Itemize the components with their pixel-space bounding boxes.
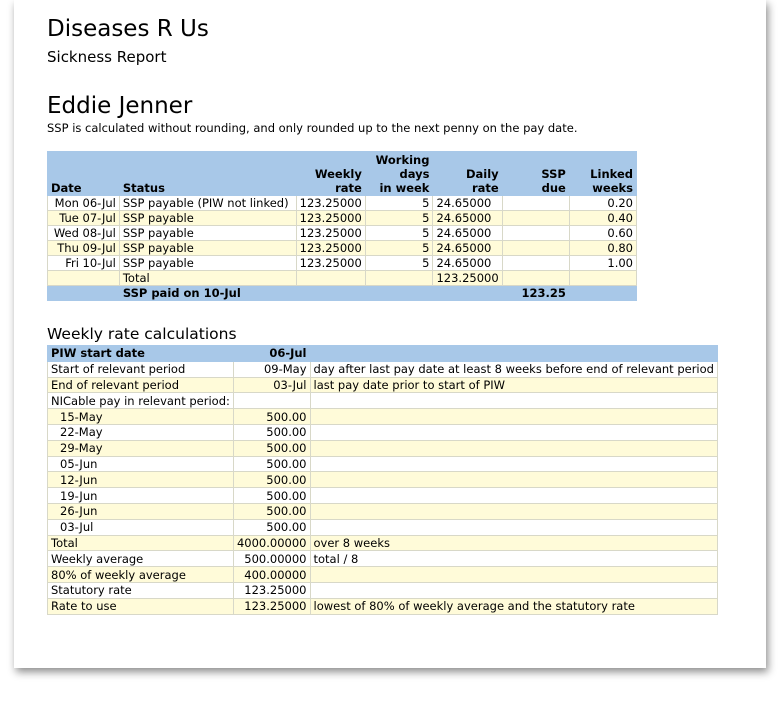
weekly-rate-label: 29-May <box>48 440 234 456</box>
weekly-rate-note <box>310 582 718 598</box>
weekly-rate-value: 500.00 <box>233 440 310 456</box>
ssp-daily-rate: 24.65000 <box>433 256 502 271</box>
weekly-rate-label: 26-Jun <box>48 503 234 519</box>
weekly-rate-label: Weekly average <box>48 551 234 567</box>
weekly-rate-label: 05-Jun <box>48 456 234 472</box>
weekly-rate-note <box>310 456 718 472</box>
weekly-rate-row <box>48 393 718 409</box>
company-name: Diseases R Us <box>47 16 209 42</box>
weekly-rate-value: 4000.00000 <box>233 535 310 551</box>
employee-name: Eddie Jenner <box>47 93 193 119</box>
ssp-row <box>48 211 637 226</box>
weekly-rate-row <box>48 424 718 440</box>
ssp-due <box>502 196 569 211</box>
header-daily-rate <box>433 152 502 196</box>
weekly-rate-note <box>310 424 718 440</box>
ssp-weekly-rate: 123.25000 <box>296 211 365 226</box>
ssp-weekly-rate: 123.25000 <box>296 196 365 211</box>
header-status: Status <box>119 152 296 196</box>
weekly-rate-note <box>310 488 718 504</box>
weekly-rate-row <box>48 567 718 583</box>
weekly-rate-note: over 8 weeks <box>310 535 718 551</box>
weekly-rate-row <box>48 535 718 551</box>
weekly-rate-value <box>233 393 310 409</box>
ssp-total-row <box>48 271 637 286</box>
weekly-rate-note <box>310 472 718 488</box>
calculation-note: SSP is calculated without rounding, and only rounded up to the next penny on the pay date. <box>47 121 578 135</box>
header-weekly-rate-line1: Weekly <box>314 167 362 181</box>
weekly-rate-label: NICable pay in relevant period: <box>48 393 234 409</box>
ssp-status: SSP payable <box>119 211 296 226</box>
weekly-rate-value: 500.00 <box>233 488 310 504</box>
ssp-due <box>502 226 569 241</box>
weekly-rate-note <box>310 440 718 456</box>
header-ssp-due-line2: due <box>541 181 566 195</box>
header-working-days <box>365 152 433 196</box>
ssp-status: SSP payable (PIW not linked) <box>119 196 296 211</box>
ssp-table <box>47 151 637 301</box>
ssp-linked-weeks: 1.00 <box>569 256 636 271</box>
weekly-rate-note: day after last pay date at least 8 weeks before end of relevant period <box>310 361 718 377</box>
ssp-date: Fri 10-Jul <box>48 256 120 271</box>
ssp-linked-weeks: 0.40 <box>569 211 636 226</box>
ssp-status: SSP payable <box>119 256 296 271</box>
weekly-rate-note <box>310 393 718 409</box>
weekly-rate-table <box>47 345 718 615</box>
weekly-rate-value: 09-May <box>233 361 310 377</box>
weekly-rate-label: Total <box>48 535 234 551</box>
weekly-rate-row <box>48 456 718 472</box>
weekly-rate-value: 500.00 <box>233 472 310 488</box>
weekly-rate-note <box>310 503 718 519</box>
ssp-working-days: 5 <box>365 241 433 256</box>
weekly-rate-value: 500.00 <box>233 519 310 535</box>
weekly-rate-row <box>48 582 718 598</box>
weekly-rate-note <box>310 409 718 425</box>
ssp-total-daily-rate: 123.25000 <box>433 271 502 286</box>
ssp-due <box>502 241 569 256</box>
header-working-days-line3: in week <box>379 181 430 195</box>
weekly-rate-row <box>48 551 718 567</box>
header-weekly-rate <box>296 152 365 196</box>
header-weekly-rate-line2: rate <box>335 181 362 195</box>
ssp-date: Tue 07-Jul <box>48 211 120 226</box>
ssp-total-label: Total <box>119 271 296 286</box>
ssp-daily-rate: 24.65000 <box>433 196 502 211</box>
header-working-days-line1: Working <box>375 153 430 167</box>
weekly-rate-note <box>310 519 718 535</box>
weekly-rate-label: 22-May <box>48 424 234 440</box>
weekly-rate-value: 123.25000 <box>233 582 310 598</box>
weekly-rate-label: 12-Jun <box>48 472 234 488</box>
weekly-rate-value: 400.00000 <box>233 567 310 583</box>
ssp-paid-label: SSP paid on 10-Jul <box>119 286 502 301</box>
ssp-linked-weeks: 0.80 <box>569 241 636 256</box>
piw-start-row <box>48 346 718 362</box>
ssp-status: SSP payable <box>119 241 296 256</box>
weekly-rate-note: lowest of 80% of weekly average and the statutory rate <box>310 598 718 614</box>
weekly-rate-row <box>48 503 718 519</box>
piw-start-value: 06-Jul <box>233 346 310 362</box>
weekly-rate-value: 123.25000 <box>233 598 310 614</box>
ssp-daily-rate: 24.65000 <box>433 241 502 256</box>
header-daily-rate-line2: rate <box>471 181 499 195</box>
weekly-rate-row <box>48 598 718 614</box>
ssp-paid-amount: 123.25 <box>502 286 569 301</box>
header-linked-weeks-line1: Linked <box>590 167 633 181</box>
piw-start-label: PIW start date <box>48 346 234 362</box>
weekly-rate-row <box>48 377 718 393</box>
ssp-working-days: 5 <box>365 226 433 241</box>
header-working-days-line2: days <box>399 167 430 181</box>
ssp-working-days: 5 <box>365 211 433 226</box>
ssp-row <box>48 256 637 271</box>
ssp-weekly-rate: 123.25000 <box>296 241 365 256</box>
weekly-rate-value: 500.00 <box>233 424 310 440</box>
weekly-rate-label: Statutory rate <box>48 582 234 598</box>
weekly-rate-value: 500.00 <box>233 409 310 425</box>
header-daily-rate-line1: Daily <box>465 167 499 181</box>
weekly-rate-label: 80% of weekly average <box>48 567 234 583</box>
weekly-rate-value: 500.00 <box>233 503 310 519</box>
weekly-rate-value: 500.00000 <box>233 551 310 567</box>
header-date: Date <box>48 152 120 196</box>
ssp-linked-weeks: 0.60 <box>569 226 636 241</box>
weekly-rate-note: last pay date prior to start of PIW <box>310 377 718 393</box>
ssp-date: Thu 09-Jul <box>48 241 120 256</box>
weekly-rate-row <box>48 488 718 504</box>
weekly-rate-label: 15-May <box>48 409 234 425</box>
ssp-paid-row <box>48 286 637 301</box>
ssp-weekly-rate: 123.25000 <box>296 226 365 241</box>
ssp-row <box>48 226 637 241</box>
ssp-date: Mon 06-Jul <box>48 196 120 211</box>
weekly-rate-label: 03-Jul <box>48 519 234 535</box>
header-ssp-due-line1: SSP <box>541 167 566 181</box>
ssp-linked-weeks: 0.20 <box>569 196 636 211</box>
weekly-rate-row <box>48 409 718 425</box>
ssp-working-days: 5 <box>365 256 433 271</box>
weekly-rate-label: 19-Jun <box>48 488 234 504</box>
header-linked-weeks-line2: weeks <box>592 181 633 195</box>
ssp-due <box>502 256 569 271</box>
header-ssp-due <box>502 152 569 196</box>
weekly-rate-value: 500.00 <box>233 456 310 472</box>
weekly-rate-note <box>310 567 718 583</box>
weekly-rate-row <box>48 440 718 456</box>
weekly-rate-title: Weekly rate calculations <box>47 325 237 343</box>
weekly-rate-label: Start of relevant period <box>48 361 234 377</box>
weekly-rate-label: End of relevant period <box>48 377 234 393</box>
weekly-rate-label: Rate to use <box>48 598 234 614</box>
weekly-rate-row <box>48 519 718 535</box>
weekly-rate-value: 03-Jul <box>233 377 310 393</box>
ssp-working-days: 5 <box>365 196 433 211</box>
ssp-row <box>48 241 637 256</box>
ssp-due <box>502 211 569 226</box>
weekly-rate-note: total / 8 <box>310 551 718 567</box>
ssp-date: Wed 08-Jul <box>48 226 120 241</box>
ssp-daily-rate: 24.65000 <box>433 226 502 241</box>
ssp-header-row <box>48 152 637 196</box>
ssp-weekly-rate: 123.25000 <box>296 256 365 271</box>
ssp-row <box>48 196 637 211</box>
report-title: Sickness Report <box>47 48 167 66</box>
weekly-rate-row <box>48 361 718 377</box>
weekly-rate-row <box>48 472 718 488</box>
ssp-daily-rate: 24.65000 <box>433 211 502 226</box>
ssp-status: SSP payable <box>119 226 296 241</box>
header-linked-weeks <box>569 152 636 196</box>
